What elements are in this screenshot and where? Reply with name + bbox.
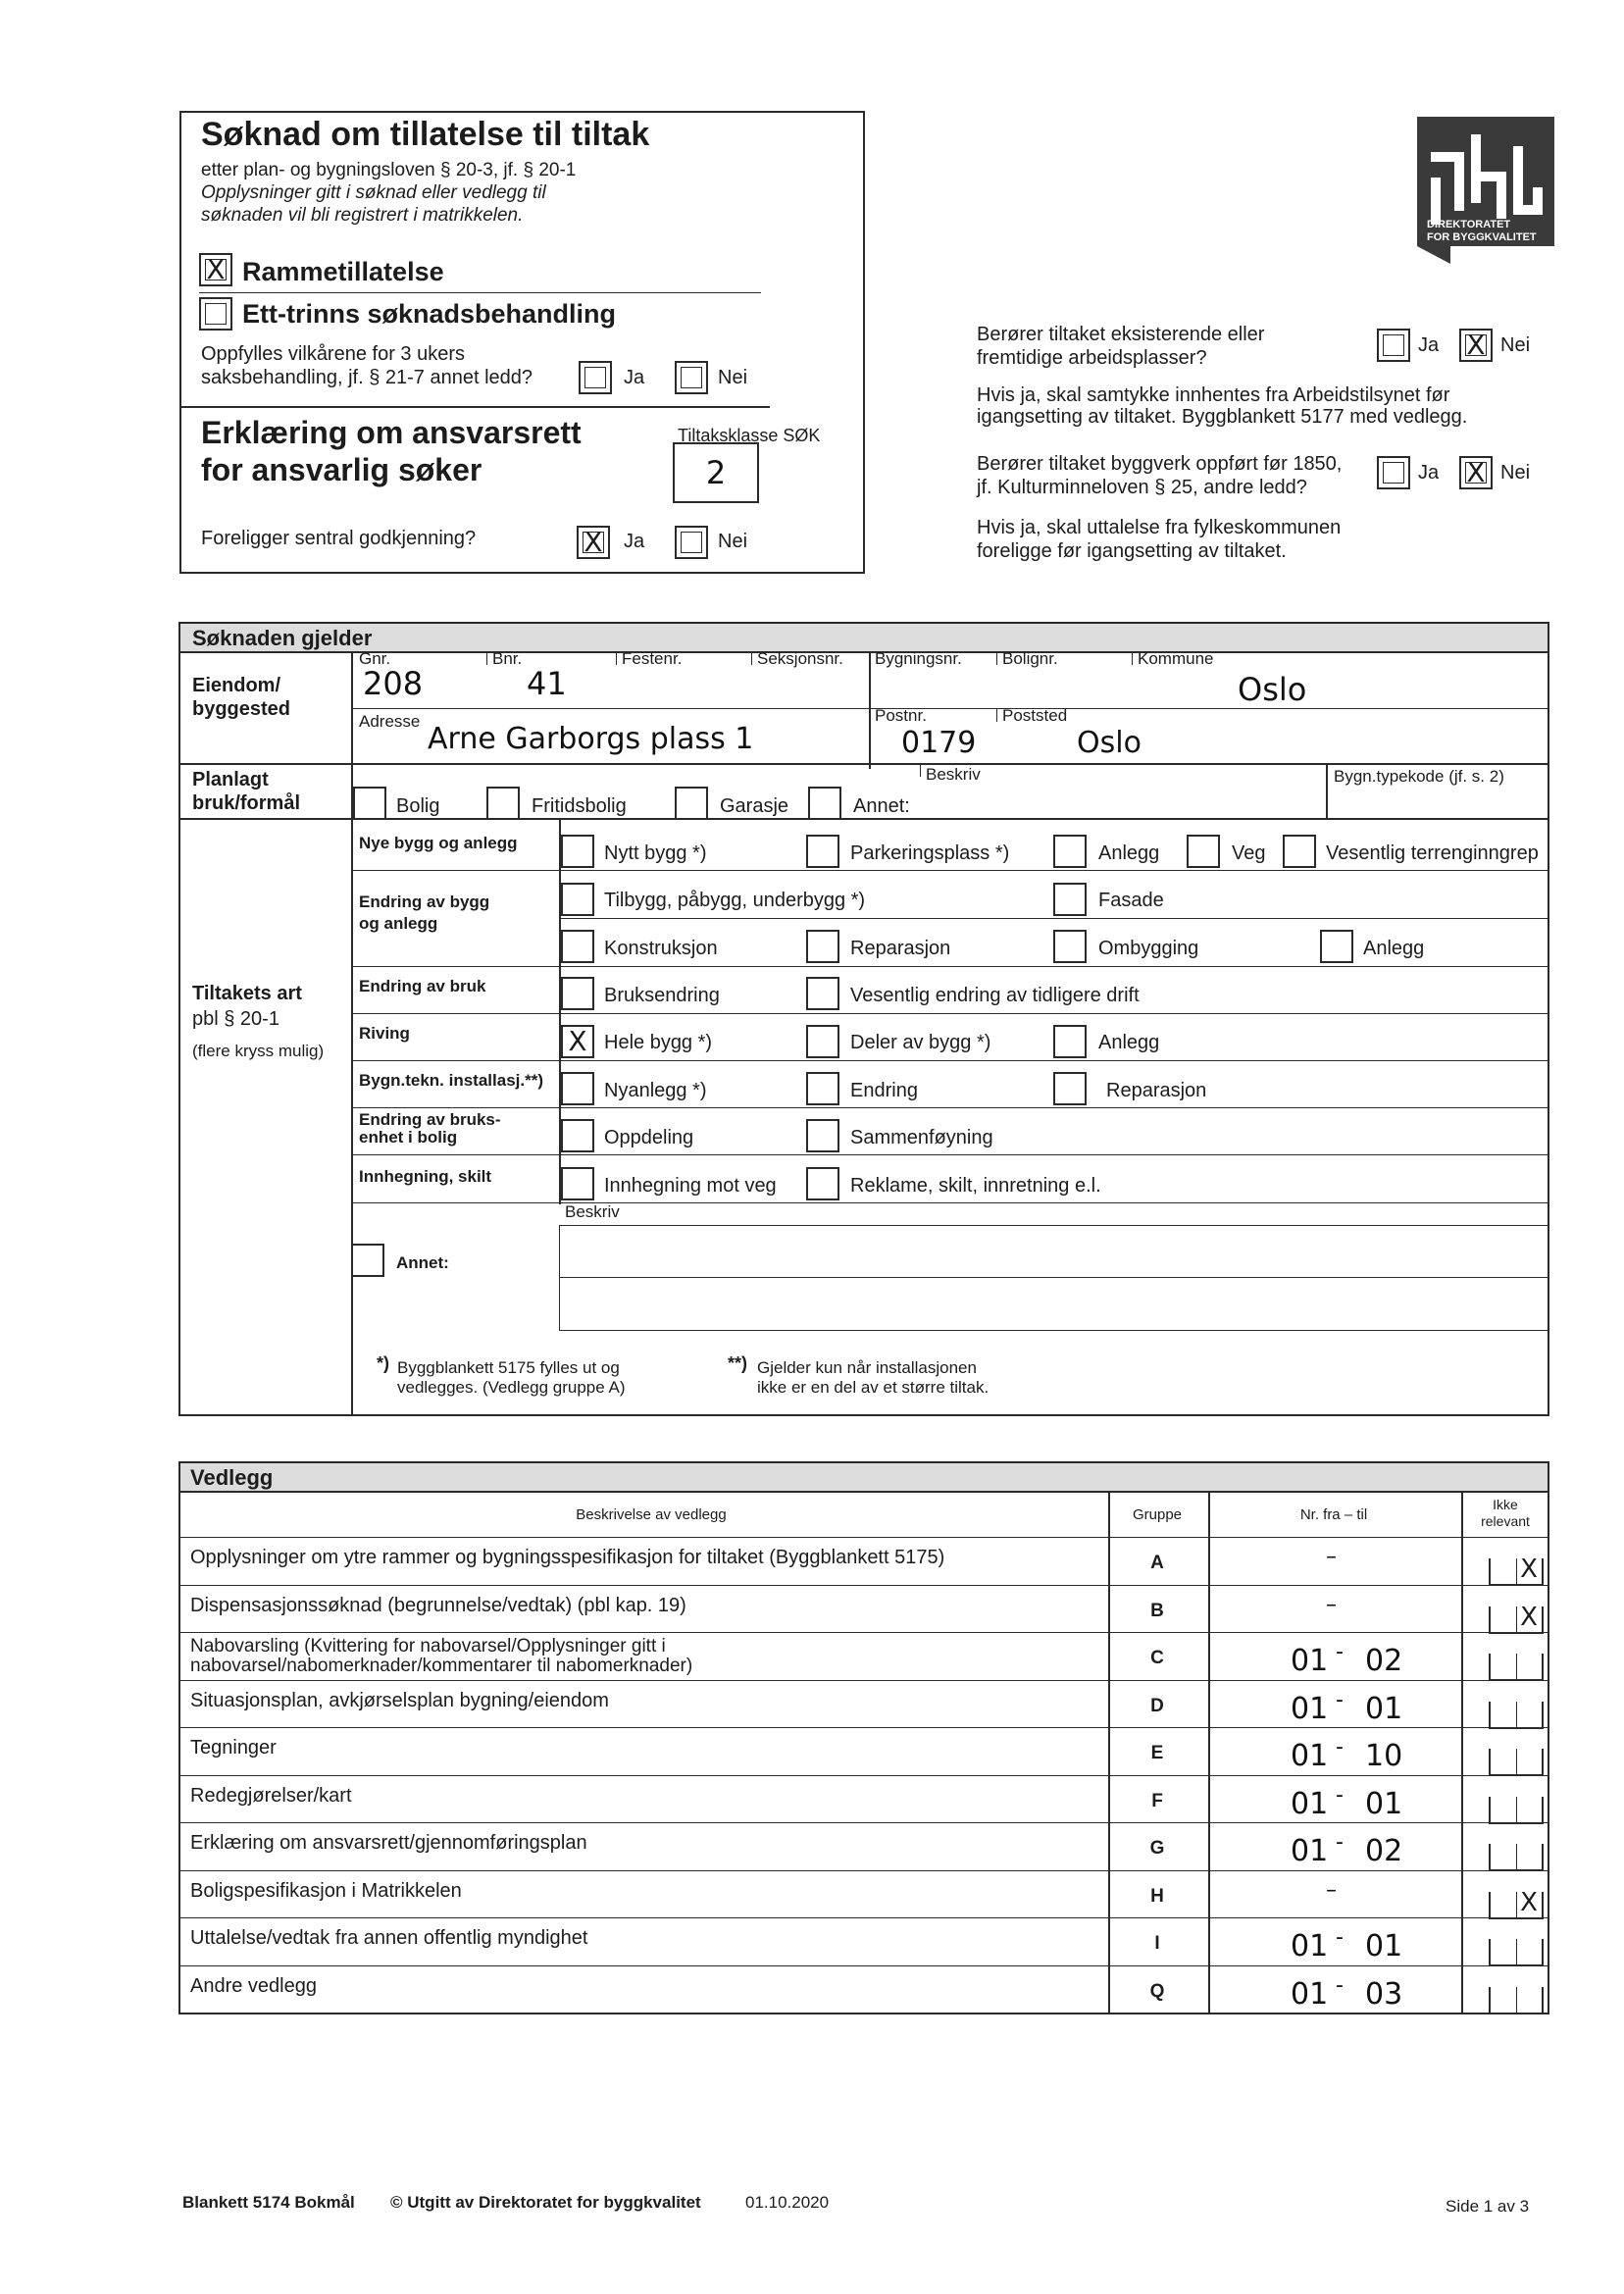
arbeidsplasser-question-line2: fremtidige arbeidsplasser? xyxy=(977,347,1207,369)
col-gruppe-header: Gruppe xyxy=(1132,1506,1183,1523)
bygn-tekn-row-line xyxy=(351,1107,1549,1108)
bygn-typekode-label: Bygn.typekode (jf. s. 2) xyxy=(1334,767,1504,786)
soknaden-label-column-divider xyxy=(351,651,353,1416)
nye-bygg-row-line xyxy=(351,870,1549,871)
konstruksjon-checkbox[interactable] xyxy=(561,930,594,963)
bruksendring-label: Bruksendring xyxy=(604,985,720,1006)
reklame-checkbox[interactable] xyxy=(806,1167,839,1200)
bolignr-kommune-divider xyxy=(1132,651,1133,665)
vedlegg-row-description: Boligspesifikasjon i Matrikkelen xyxy=(190,1880,462,1902)
vedlegg-row-nr-til[interactable]: 03 xyxy=(1365,1977,1403,2012)
poststed-value[interactable]: Oslo xyxy=(1077,726,1142,760)
vilkar-nei-checkbox[interactable] xyxy=(675,361,708,394)
vedlegg-row-nr-dash: – xyxy=(1326,1593,1337,1617)
ikke-relevant-checkbox[interactable] xyxy=(1489,1749,1544,1776)
poststed-label: Poststed xyxy=(1002,706,1068,725)
vedlegg-row-description: Redegjørelser/kart xyxy=(190,1785,352,1807)
vedlegg-row-nr-dash: – xyxy=(1326,1545,1337,1569)
vedlegg-row-line xyxy=(178,1585,1549,1586)
ikke-relevant-checkbox-divider xyxy=(1516,1939,1517,1964)
bruksendring-checkbox[interactable] xyxy=(561,977,594,1010)
vedlegg-row-nr-fra[interactable]: 01 xyxy=(1291,1834,1329,1868)
arbeidsplasser-nei-checkbox[interactable]: X xyxy=(1459,329,1493,362)
vedlegg-row-line xyxy=(178,1822,1549,1823)
bruk-fritidsbolig-label: Fritidsbolig xyxy=(532,795,627,817)
adresse-row-line xyxy=(178,763,1549,765)
tiltaksklasse-value: 2 xyxy=(705,454,727,491)
seksjonsnr-bygningsnr-divider xyxy=(869,651,871,769)
ikke-relevant-checkbox[interactable] xyxy=(1489,1987,1544,2014)
hele-bygg-label: Hele bygg *) xyxy=(604,1032,713,1053)
bruksenhet-label-line2: enhet i bolig xyxy=(359,1128,458,1147)
vedlegg-row-line xyxy=(178,1537,1549,1538)
kulturminne-question-line2: jf. Kulturminneloven § 25, andre ledd? xyxy=(977,477,1307,498)
tilbygg-label: Tilbygg, påbygg, underbygg *) xyxy=(604,890,866,911)
ikke-relevant-checkbox[interactable] xyxy=(1489,1888,1544,1919)
vedlegg-row-nr-dash: - xyxy=(1336,1783,1344,1808)
vedlegg-row-gruppe: E xyxy=(1150,1743,1164,1763)
endring-bygg-label-line2: og anlegg xyxy=(359,914,438,933)
arbeidstilsynet-note-line2: igangsetting av tiltaket. Byggblankett 5177 med vedlegg. xyxy=(977,406,1468,428)
vedlegg-row-nr-dash: - xyxy=(1336,1925,1344,1950)
bnr-value[interactable]: 41 xyxy=(527,665,567,702)
vilkar-question-line1: Oppfylles vilkårene for 3 ukers xyxy=(201,343,466,365)
vilkar-question-line2: saksbehandling, jf. § 21-7 annet ledd? xyxy=(201,367,533,388)
festenr-label: Festenr. xyxy=(622,649,683,668)
vedlegg-row-gruppe: I xyxy=(1154,1933,1160,1954)
innhegning-mot-veg-label: Innhegning mot veg xyxy=(604,1175,777,1197)
bruksenhet-label-line1: Endring av bruks- xyxy=(359,1110,501,1129)
nyanlegg-label: Nyanlegg *) xyxy=(604,1080,707,1101)
logo-text-line1: DIREKTORATET xyxy=(1427,219,1511,230)
gnr-label: Gnr. xyxy=(359,649,391,668)
ikke-relevant-checkbox[interactable] xyxy=(1489,1797,1544,1824)
vilkar-ja-label: Ja xyxy=(624,367,645,388)
vesentlig-endring-checkbox[interactable] xyxy=(806,977,839,1010)
bruk-bolig-checkbox[interactable] xyxy=(353,787,386,820)
adresse-label: Adresse xyxy=(359,712,421,731)
ett-trinns-checkbox[interactable] xyxy=(199,297,232,331)
registration-note-line2: søknaden vil bli registrert i matrikkelen. xyxy=(201,205,524,226)
vedlegg-row-gruppe: D xyxy=(1150,1696,1164,1716)
bruk-annet-checkbox[interactable] xyxy=(808,787,841,820)
arbeidstilsynet-note-line1: Hvis ja, skal samtykke innhentes fra Arbeidstilsynet før xyxy=(977,384,1450,406)
law-reference: etter plan- og bygningsloven § 20-3, jf. § 20-1 xyxy=(201,160,577,180)
ikke-relevant-checkbox[interactable] xyxy=(1489,1702,1544,1729)
ikke-relevant-mark: X xyxy=(1520,1603,1538,1632)
bruk-annet-label: Annet: xyxy=(853,795,910,817)
planlagt-row-line xyxy=(178,818,1549,820)
footer-date: 01.10.2020 xyxy=(745,2193,830,2212)
vedlegg-row-gruppe: H xyxy=(1150,1886,1164,1907)
kulturminne-question-line1: Berører tiltaket byggverk oppført før 1850, xyxy=(977,453,1343,475)
registration-note-line1: Opplysninger gitt i søknad eller vedlegg til xyxy=(201,182,546,203)
oppdeling-label: Oppdeling xyxy=(604,1127,694,1148)
vedlegg-header-line xyxy=(178,1491,1549,1493)
endring-anlegg-label: Anlegg xyxy=(1363,938,1425,959)
vedlegg-row-line xyxy=(178,1727,1549,1728)
form-title: Søknad om tillatelse til tiltak xyxy=(201,116,650,153)
parkeringsplass-checkbox[interactable] xyxy=(806,835,839,868)
ikke-relevant-checkbox[interactable] xyxy=(1489,1555,1544,1586)
vedlegg-row-line xyxy=(178,1965,1549,1966)
bygningsnr-bolignr-divider xyxy=(996,651,997,665)
nye-anlegg-checkbox[interactable] xyxy=(1053,835,1087,868)
bruk-garasje-checkbox[interactable] xyxy=(675,787,708,820)
gnr-row-line xyxy=(351,708,1549,709)
endring-checkbox[interactable] xyxy=(806,1072,839,1105)
fasade-label: Fasade xyxy=(1098,890,1164,911)
veg-label: Veg xyxy=(1232,842,1266,864)
ikke-relevant-checkbox[interactable] xyxy=(1489,1939,1544,1966)
nyanlegg-checkbox[interactable] xyxy=(561,1072,594,1105)
footer-utgitt: © Utgitt av Direktoratet for byggkvalitet xyxy=(390,2193,701,2212)
deler-av-bygg-checkbox[interactable] xyxy=(806,1025,839,1058)
footnote1-line1: Byggblankett 5175 fylles ut og xyxy=(397,1358,620,1377)
bruksenhet-row-line xyxy=(351,1154,1549,1155)
ikke-relevant-mark: X xyxy=(1520,1888,1538,1917)
annet-field-top xyxy=(559,1225,1549,1226)
vedlegg-row-line xyxy=(178,1870,1549,1871)
vedlegg-row-line xyxy=(178,1680,1549,1681)
seksjonsnr-label: Seksjonsnr. xyxy=(757,649,843,668)
vedlegg-row-description-line2: nabovarsel/nabomerknader/kommentarer til nabomerknader) xyxy=(190,1656,693,1676)
bolignr-label: Bolignr. xyxy=(1002,649,1058,668)
bygn-typekode-divider xyxy=(1326,763,1328,818)
bygn-tekn-label: Bygn.tekn. installasj.**) xyxy=(359,1071,543,1090)
vedlegg-row-description: Opplysninger om ytre rammer og bygningsspesifikasjon for tiltaket (Byggblankett 5175) xyxy=(190,1547,945,1568)
fylkeskommunen-note-line2: foreligge før igangsetting av tiltaket. xyxy=(977,540,1287,562)
vedlegg-row-description: Dispensasjonssøknad (begrunnelse/vedtak) (pbl kap. 19) xyxy=(190,1595,686,1616)
vedlegg-row-description: Situasjonsplan, avkjørselsplan bygning/eiendom xyxy=(190,1690,609,1711)
soknaden-section-title: Søknaden gjelder xyxy=(192,626,373,650)
eiendom-label-line1: Eiendom/ xyxy=(192,675,281,696)
tilbygg-checkbox[interactable] xyxy=(561,883,594,916)
vedlegg-row-nr-til[interactable]: 01 xyxy=(1365,1692,1403,1726)
sentral-nei-checkbox[interactable] xyxy=(675,526,708,559)
gnr-bnr-divider xyxy=(486,651,487,665)
vedlegg-nr-divider xyxy=(1208,1491,1210,2014)
vedlegg-row-nr-til[interactable]: 01 xyxy=(1365,1929,1403,1963)
annet-field-bottom xyxy=(559,1330,1549,1331)
tiltakets-art-note: (flere kryss mulig) xyxy=(192,1042,325,1060)
arbeidsplasser-ja-checkbox[interactable] xyxy=(1377,329,1410,362)
installasjon-reparasjon-label: Reparasjon xyxy=(1106,1080,1207,1101)
kulturminne-ja-label: Ja xyxy=(1418,462,1440,484)
riving-anlegg-checkbox[interactable] xyxy=(1053,1025,1087,1058)
endring-bygg-label-line1: Endring av bygg xyxy=(359,892,490,911)
ikke-relevant-checkbox-divider xyxy=(1516,1797,1517,1822)
vedlegg-row-line xyxy=(178,1632,1549,1633)
dibk-logo xyxy=(1417,117,1554,264)
innhegning-label: Innhegning, skilt xyxy=(359,1167,492,1186)
riving-row-line xyxy=(351,1060,1549,1061)
nytt-bygg-checkbox[interactable] xyxy=(561,835,594,868)
tiltakets-art-label: Tiltakets art xyxy=(192,983,302,1004)
vesentlig-terrenginngrep-checkbox[interactable] xyxy=(1283,835,1316,868)
footnote1-line2: vedlegges. (Vedlegg gruppe A) xyxy=(397,1378,626,1397)
col-nr-header: Nr. fra – til xyxy=(1299,1506,1368,1523)
vedlegg-header-bar xyxy=(180,1463,1548,1491)
nytt-bygg-label: Nytt bygg *) xyxy=(604,842,707,864)
innhegning-row-line xyxy=(351,1202,1549,1203)
veg-checkbox[interactable] xyxy=(1187,835,1220,868)
vedlegg-row-nr-dash: - xyxy=(1336,1830,1344,1855)
planlagt-label-line1: Planlagt xyxy=(192,769,269,790)
vedlegg-row-nr-dash: – xyxy=(1326,1878,1337,1903)
vedlegg-row-gruppe: B xyxy=(1150,1601,1164,1621)
riving-anlegg-label: Anlegg xyxy=(1098,1032,1160,1053)
endring-bygg-row-line xyxy=(351,966,1549,967)
ombygging-label: Ombygging xyxy=(1098,938,1199,959)
bygningsnr-label: Bygningsnr. xyxy=(875,649,962,668)
vedlegg-row-nr-fra[interactable]: 01 xyxy=(1291,1929,1329,1963)
vedlegg-row-nr-til[interactable]: 01 xyxy=(1365,1787,1403,1821)
sentral-ja-checkbox[interactable]: X xyxy=(577,526,610,559)
innhegning-mot-veg-checkbox[interactable] xyxy=(561,1167,594,1200)
arbeidsplasser-nei-label: Nei xyxy=(1500,334,1531,356)
endring-bruk-label: Endring av bruk xyxy=(359,977,486,995)
footnote2-line1: Gjelder kun når installasjonen xyxy=(757,1358,977,1377)
postnr-value[interactable]: 0179 xyxy=(901,726,977,760)
sentral-ja-label: Ja xyxy=(624,531,645,552)
vilkar-nei-label: Nei xyxy=(718,367,748,388)
sentral-nei-label: Nei xyxy=(718,531,748,552)
footnote2-star: **) xyxy=(728,1353,748,1373)
erklaering-heading-line2: for ansvarlig søker xyxy=(201,452,482,487)
vedlegg-row-nr-til[interactable]: 10 xyxy=(1365,1739,1403,1773)
oppdeling-checkbox[interactable] xyxy=(561,1119,594,1152)
arbeidsplasser-question-line1: Berører tiltaket eksisterende eller xyxy=(977,324,1265,345)
gnr-value[interactable]: 208 xyxy=(363,665,424,702)
beskriv-divider xyxy=(920,763,921,777)
vedlegg-row-gruppe: A xyxy=(1150,1553,1164,1573)
bruk-garasje-label: Garasje xyxy=(720,795,789,817)
vedlegg-row-nr-fra[interactable]: 01 xyxy=(1291,1644,1329,1678)
endring-label: Endring xyxy=(850,1080,918,1101)
ikke-relevant-mark: X xyxy=(1520,1555,1538,1584)
rammetillatelse-label: Rammetillatelse xyxy=(242,257,444,286)
footnote1-star: *) xyxy=(377,1353,389,1373)
logo-text-line2: FOR BYGGKVALITET xyxy=(1427,231,1537,243)
col-ikke-relevant-line2: relevant xyxy=(1481,1513,1530,1529)
adresse-value[interactable]: Arne Garborgs plass 1 xyxy=(428,722,754,756)
eiendom-label-line2: byggested xyxy=(192,698,291,720)
vedlegg-row-nr-dash: - xyxy=(1336,1640,1344,1664)
kommune-label: Kommune xyxy=(1138,649,1214,668)
vesentlig-endring-label: Vesentlig endring av tidligere drift xyxy=(850,985,1140,1006)
sentral-godkjenning-question: Foreligger sentral godkjenning? xyxy=(201,528,477,549)
tiltakets-art-law: pbl § 20-1 xyxy=(192,1008,279,1030)
reklame-label: Reklame, skilt, innretning e.l. xyxy=(850,1175,1101,1197)
festenr-seksjonsnr-divider xyxy=(751,651,752,665)
annet-checkbox[interactable] xyxy=(351,1244,384,1277)
sammenfoyning-checkbox[interactable] xyxy=(806,1119,839,1152)
vedlegg-row-description: Andre vedlegg xyxy=(190,1975,317,1997)
vedlegg-row-description: Nabovarsling (Kvittering for nabovarsel/Opplysninger gitt i xyxy=(190,1636,666,1657)
soknaden-header-bar xyxy=(180,624,1548,651)
bnr-festenr-divider xyxy=(616,651,617,665)
erklaering-heading-line1: Erklæring om ansvarsrett xyxy=(201,415,582,450)
nye-anlegg-label: Anlegg xyxy=(1098,842,1160,864)
vedlegg-section-title: Vedlegg xyxy=(190,1465,274,1490)
endring-anlegg-checkbox[interactable] xyxy=(1320,930,1353,963)
deler-av-bygg-label: Deler av bygg *) xyxy=(850,1032,991,1053)
vesentlig-terrenginngrep-label: Vesentlig terrenginngrep xyxy=(1326,842,1539,864)
ikke-relevant-checkbox[interactable] xyxy=(1489,1654,1544,1681)
postnr-label: Postnr. xyxy=(875,706,927,725)
vedlegg-row-nr-fra[interactable]: 01 xyxy=(1291,1787,1329,1821)
vedlegg-row-nr-dash: - xyxy=(1336,1688,1344,1712)
kulturminne-nei-checkbox[interactable]: X xyxy=(1459,456,1493,489)
parkeringsplass-label: Parkeringsplass *) xyxy=(850,842,1010,864)
bnr-label: Bnr. xyxy=(492,649,523,668)
vedlegg-row-description: Tegninger xyxy=(190,1737,277,1759)
rammetillatelse-checkbox[interactable]: X xyxy=(199,253,232,286)
vedlegg-row-nr-til[interactable]: 02 xyxy=(1365,1834,1403,1868)
vedlegg-row-description: Uttalelse/vedtak fra annen offentlig myndighet xyxy=(190,1927,588,1949)
endring-bruk-row-line xyxy=(351,1013,1549,1014)
col-beskrivelse-header: Beskrivelse av vedlegg xyxy=(576,1506,727,1523)
annet-field-middle xyxy=(559,1277,1549,1278)
reparasjon-checkbox[interactable] xyxy=(806,930,839,963)
ikke-relevant-checkbox-divider xyxy=(1516,1654,1517,1679)
footer-page-number: Side 1 av 3 xyxy=(1446,2197,1530,2216)
tiltaksklasse-label: Tiltaksklasse SØK xyxy=(678,426,821,445)
vedlegg-row-description: Erklæring om ansvarsrett/gjennomføringsplan xyxy=(190,1832,587,1854)
bruk-fritidsbolig-checkbox[interactable] xyxy=(486,787,520,820)
planlagt-label-line2: bruk/formål xyxy=(192,792,301,814)
ikke-relevant-checkbox-divider xyxy=(1516,1749,1517,1774)
nye-bygg-label: Nye bygg og anlegg xyxy=(359,834,518,852)
planlagt-beskriv-label: Beskriv xyxy=(926,765,981,784)
vedlegg-row-nr-dash: - xyxy=(1336,1735,1344,1759)
vedlegg-row-gruppe: Q xyxy=(1149,1981,1165,2002)
riving-label: Riving xyxy=(359,1024,410,1043)
ikke-relevant-checkbox[interactable] xyxy=(1489,1603,1544,1634)
annet-description-field[interactable] xyxy=(561,1227,1548,1329)
vilkar-ja-checkbox[interactable] xyxy=(579,361,612,394)
vedlegg-row-gruppe: F xyxy=(1151,1791,1163,1811)
fylkeskommunen-note-line1: Hvis ja, skal uttalelse fra fylkeskommunen xyxy=(977,517,1342,538)
postnr-poststed-divider xyxy=(996,708,997,722)
annet-label: Annet: xyxy=(396,1253,449,1272)
ikke-relevant-checkbox-divider xyxy=(1516,1844,1517,1869)
reparasjon-label: Reparasjon xyxy=(850,938,951,959)
ikke-relevant-checkbox-divider xyxy=(1516,1987,1517,2013)
ett-trinns-label: Ett-trinns søknadsbehandling xyxy=(242,299,617,329)
installasjon-reparasjon-checkbox[interactable] xyxy=(1053,1072,1087,1105)
vedlegg-row-line xyxy=(178,1917,1549,1918)
header-divider xyxy=(179,406,770,408)
vedlegg-row-nr-fra[interactable]: 01 xyxy=(1291,1739,1329,1773)
vedlegg-row-nr-til[interactable]: 02 xyxy=(1365,1644,1403,1678)
vedlegg-row-gruppe: G xyxy=(1149,1838,1165,1859)
vedlegg-row-nr-dash: - xyxy=(1336,1973,1344,1998)
vedlegg-row-line xyxy=(178,1775,1549,1776)
kommune-value[interactable]: Oslo xyxy=(1238,671,1307,708)
ikke-relevant-checkbox-divider xyxy=(1516,1702,1517,1727)
vedlegg-row-nr-fra[interactable]: 01 xyxy=(1291,1977,1329,2012)
tilbygg-row-line xyxy=(559,918,1549,919)
kulturminne-nei-label: Nei xyxy=(1500,462,1531,484)
vedlegg-row-nr-fra[interactable]: 01 xyxy=(1291,1692,1329,1726)
fasade-checkbox[interactable] xyxy=(1053,883,1087,916)
kulturminne-ja-checkbox[interactable] xyxy=(1377,456,1410,489)
annet-beskriv-label: Beskriv xyxy=(565,1202,620,1221)
footnote2-line2: ikke er en del av et større tiltak. xyxy=(757,1378,990,1397)
vedlegg-ikke-divider xyxy=(1461,1491,1463,2014)
vedlegg-row-gruppe: C xyxy=(1150,1648,1164,1668)
konstruksjon-label: Konstruksjon xyxy=(604,938,718,959)
sammenfoyning-label: Sammenføyning xyxy=(850,1127,993,1148)
ombygging-checkbox[interactable] xyxy=(1053,930,1087,963)
col-ikke-relevant-line1: Ikke xyxy=(1493,1497,1518,1512)
hele-bygg-checkbox[interactable]: X xyxy=(561,1025,594,1058)
footer-blankett: Blankett 5174 Bokmål xyxy=(182,2193,355,2212)
arbeidsplasser-ja-label: Ja xyxy=(1418,334,1440,356)
rammetillatelse-underline xyxy=(199,292,761,293)
bruk-bolig-label: Bolig xyxy=(396,795,440,817)
ikke-relevant-checkbox[interactable] xyxy=(1489,1844,1544,1871)
